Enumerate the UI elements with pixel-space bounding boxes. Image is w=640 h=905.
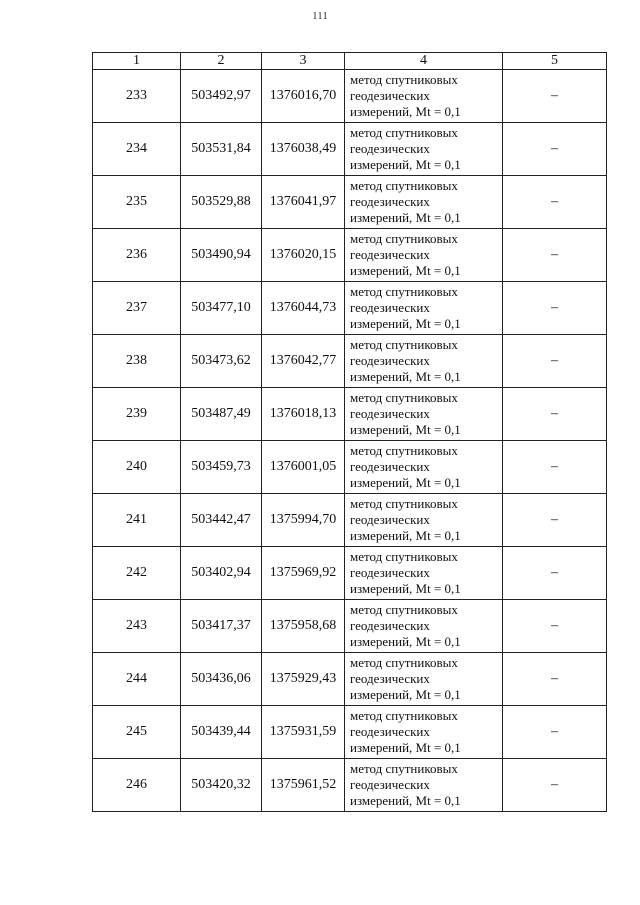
method-line: геодезических <box>350 247 430 262</box>
method-line: измерений, Mt = 0,1 <box>350 263 461 278</box>
method-line: метод спутниковых <box>350 549 458 564</box>
method-line: метод спутниковых <box>350 655 458 670</box>
column-header-2: 2 <box>181 53 262 70</box>
method-line: метод спутниковых <box>350 708 458 723</box>
method-cell <box>345 229 503 282</box>
point-number-cell: 243 <box>93 600 181 653</box>
method-line: геодезических <box>350 194 430 209</box>
table-row <box>93 547 607 600</box>
method-cell <box>345 282 503 335</box>
method-cell <box>345 494 503 547</box>
x-coordinate-cell: 503529,88 <box>181 176 262 229</box>
point-number-cell: 246 <box>93 759 181 812</box>
y-coordinate-cell: 1375969,92 <box>262 547 345 600</box>
point-number-cell: 238 <box>93 335 181 388</box>
table-body <box>93 70 607 812</box>
method-line: метод спутниковых <box>350 761 458 776</box>
point-number-cell: 233 <box>93 70 181 123</box>
method-cell <box>345 388 503 441</box>
method-line: геодезических <box>350 406 430 421</box>
method-line: геодезических <box>350 459 430 474</box>
x-coordinate-cell: 503531,84 <box>181 123 262 176</box>
method-line: измерений, Mt = 0,1 <box>350 157 461 172</box>
method-line: геодезических <box>350 565 430 580</box>
method-line: измерений, Mt = 0,1 <box>350 422 461 437</box>
x-coordinate-cell: 503490,94 <box>181 229 262 282</box>
column-header-3: 3 <box>262 53 345 70</box>
note-cell: – <box>503 176 607 229</box>
table-row <box>93 706 607 759</box>
page-number: 111 <box>312 10 328 22</box>
point-number-cell: 241 <box>93 494 181 547</box>
note-cell: – <box>503 759 607 812</box>
method-cell <box>345 176 503 229</box>
x-coordinate-cell: 503439,44 <box>181 706 262 759</box>
method-line: измерений, Mt = 0,1 <box>350 528 461 543</box>
method-cell <box>345 335 503 388</box>
note-cell: – <box>503 70 607 123</box>
y-coordinate-cell: 1375931,59 <box>262 706 345 759</box>
note-cell: – <box>503 123 607 176</box>
x-coordinate-cell: 503477,10 <box>181 282 262 335</box>
method-line: измерений, Mt = 0,1 <box>350 687 461 702</box>
y-coordinate-cell: 1376001,05 <box>262 441 345 494</box>
method-line: метод спутниковых <box>350 443 458 458</box>
method-line: геодезических <box>350 512 430 527</box>
method-line: метод спутниковых <box>350 390 458 405</box>
table-row <box>93 494 607 547</box>
x-coordinate-cell: 503402,94 <box>181 547 262 600</box>
method-cell <box>345 441 503 494</box>
note-cell: – <box>503 547 607 600</box>
point-number-cell: 242 <box>93 547 181 600</box>
y-coordinate-cell: 1376016,70 <box>262 70 345 123</box>
method-line: измерений, Mt = 0,1 <box>350 740 461 755</box>
point-number-cell: 237 <box>93 282 181 335</box>
column-header-4: 4 <box>345 53 503 70</box>
method-line: геодезических <box>350 88 430 103</box>
note-cell: – <box>503 335 607 388</box>
y-coordinate-cell: 1376020,15 <box>262 229 345 282</box>
method-cell <box>345 600 503 653</box>
column-header-1: 1 <box>93 53 181 70</box>
method-cell <box>345 706 503 759</box>
method-line: измерений, Mt = 0,1 <box>350 316 461 331</box>
method-line: измерений, Mt = 0,1 <box>350 210 461 225</box>
table-row <box>93 600 607 653</box>
method-cell <box>345 70 503 123</box>
point-number-cell: 245 <box>93 706 181 759</box>
table-row <box>93 441 607 494</box>
x-coordinate-cell: 503487,49 <box>181 388 262 441</box>
note-cell: – <box>503 653 607 706</box>
point-number-cell: 236 <box>93 229 181 282</box>
method-line: измерений, Mt = 0,1 <box>350 634 461 649</box>
method-line: геодезических <box>350 618 430 633</box>
note-cell: – <box>503 282 607 335</box>
method-line: метод спутниковых <box>350 231 458 246</box>
point-number-cell: 239 <box>93 388 181 441</box>
point-number-cell: 234 <box>93 123 181 176</box>
y-coordinate-cell: 1376018,13 <box>262 388 345 441</box>
method-line: метод спутниковых <box>350 178 458 193</box>
x-coordinate-cell: 503442,47 <box>181 494 262 547</box>
method-line: метод спутниковых <box>350 72 458 87</box>
table-row <box>93 388 607 441</box>
table-header <box>93 53 607 70</box>
table-row <box>93 229 607 282</box>
method-line: геодезических <box>350 671 430 686</box>
note-cell: – <box>503 494 607 547</box>
method-line: измерений, Mt = 0,1 <box>350 104 461 119</box>
method-line: метод спутниковых <box>350 337 458 352</box>
table-row <box>93 335 607 388</box>
y-coordinate-cell: 1375961,52 <box>262 759 345 812</box>
x-coordinate-cell: 503473,62 <box>181 335 262 388</box>
x-coordinate-cell: 503459,73 <box>181 441 262 494</box>
note-cell: – <box>503 441 607 494</box>
method-line: геодезических <box>350 353 430 368</box>
method-cell <box>345 759 503 812</box>
method-cell <box>345 547 503 600</box>
note-cell: – <box>503 600 607 653</box>
table-row <box>93 653 607 706</box>
header-row <box>93 53 607 70</box>
method-line: метод спутниковых <box>350 284 458 299</box>
y-coordinate-cell: 1376041,97 <box>262 176 345 229</box>
point-number-cell: 240 <box>93 441 181 494</box>
method-line: геодезических <box>350 724 430 739</box>
coordinates-table <box>92 52 607 812</box>
note-cell: – <box>503 229 607 282</box>
x-coordinate-cell: 503492,97 <box>181 70 262 123</box>
x-coordinate-cell: 503420,32 <box>181 759 262 812</box>
method-line: измерений, Mt = 0,1 <box>350 581 461 596</box>
table-row <box>93 282 607 335</box>
x-coordinate-cell: 503436,06 <box>181 653 262 706</box>
table-row <box>93 176 607 229</box>
table-row <box>93 759 607 812</box>
y-coordinate-cell: 1375958,68 <box>262 600 345 653</box>
method-cell <box>345 123 503 176</box>
y-coordinate-cell: 1376044,73 <box>262 282 345 335</box>
point-number-cell: 244 <box>93 653 181 706</box>
x-coordinate-cell: 503417,37 <box>181 600 262 653</box>
method-line: измерений, Mt = 0,1 <box>350 793 461 808</box>
point-number-cell: 235 <box>93 176 181 229</box>
table-row <box>93 70 607 123</box>
y-coordinate-cell: 1376042,77 <box>262 335 345 388</box>
table-row <box>93 123 607 176</box>
y-coordinate-cell: 1375929,43 <box>262 653 345 706</box>
method-line: геодезических <box>350 141 430 156</box>
column-header-5: 5 <box>503 53 607 70</box>
method-cell <box>345 653 503 706</box>
method-line: измерений, Mt = 0,1 <box>350 475 461 490</box>
method-line: геодезических <box>350 300 430 315</box>
method-line: геодезических <box>350 777 430 792</box>
y-coordinate-cell: 1375994,70 <box>262 494 345 547</box>
y-coordinate-cell: 1376038,49 <box>262 123 345 176</box>
method-line: метод спутниковых <box>350 602 458 617</box>
note-cell: – <box>503 706 607 759</box>
method-line: метод спутниковых <box>350 125 458 140</box>
note-cell: – <box>503 388 607 441</box>
method-line: метод спутниковых <box>350 496 458 511</box>
method-line: измерений, Mt = 0,1 <box>350 369 461 384</box>
